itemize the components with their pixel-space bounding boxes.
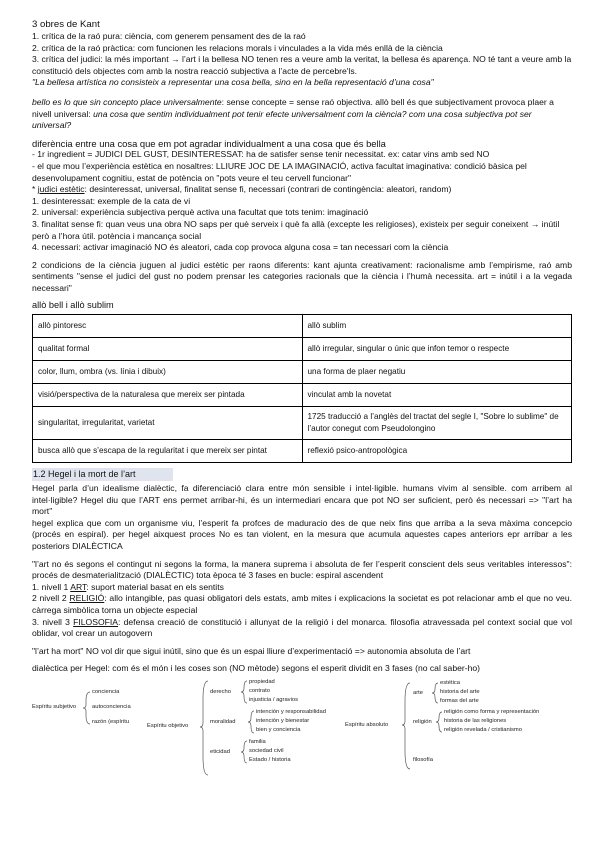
kant-quote: "La bellesa artística no consisteix a representar una cosa bella, sino en la bella representació d’una cosa" (32, 77, 434, 88)
diagram-filosofia-label: filosofía (413, 756, 433, 763)
hegel-spirit-diagram (32, 679, 572, 777)
property-1: 1. desinteressat: exemple de la cata de vi (32, 195, 191, 206)
table-cell: una forma de plaer negatiu (302, 361, 572, 384)
table-cell: allò pintoresc (33, 315, 303, 338)
table-cell: color, llum, ombra (vs. línia i dibuix) (33, 361, 303, 384)
diagram-item: religión como forma y representación (444, 708, 540, 715)
brace-religion (436, 712, 442, 732)
judgement-term: judici estètic (37, 184, 85, 195)
diagram-item: historia de las religiones (444, 717, 507, 724)
diagram-absolute-label: Espíritu absoluto (345, 721, 389, 728)
table-cell: allò irregular, singular o únic que infon temor o respecte (302, 338, 572, 361)
brace-objective (200, 681, 208, 775)
level-term: RELIGIÓ (69, 593, 105, 604)
level-prefix: 1. nivell 1 (32, 581, 71, 592)
diagram-item: injusticia / agravios (249, 696, 298, 703)
table-cell: qualitat formal (33, 338, 303, 361)
table-cell: visió/perspectiva de la naturalesa que mereix ser pintada (33, 384, 303, 407)
hegel-level-1 (32, 582, 572, 594)
table-row (33, 338, 572, 361)
level-rest: : allo intangible, pas quasi obligatori dels estats, amb mites i explicacions la societat es pot relacionar amb el que no veu. càrrega simbòlica torna un objecte especial (32, 593, 572, 615)
kant-work-2: 2. crítica de la raó pràctica: com funcionen les relacions morals i vinculades a la vida més enllà de la ciència (32, 42, 443, 53)
table-cell: busca allò que s’escapa de la regularitat i que mereix ser pintat (33, 440, 303, 463)
table-cell: reflexió psico-antropològica (302, 440, 572, 463)
diagram-item: intención y bienestar (256, 717, 310, 724)
document-page (32, 19, 572, 777)
diagram-item: intención y responsabilidad (256, 708, 326, 715)
diagram-item: bien y conciencia (256, 726, 301, 733)
hegel-level-2 (32, 593, 572, 616)
brace-derecho (241, 681, 247, 703)
table-cell: vinculat amb la novetat (302, 384, 572, 407)
ingredient-1: - 1r ingredient = JUDICI DEL GUST, DESINTERESSAT: ha de satisfer sense tenir necessitat. ex: catar vins amb sed NO (32, 149, 490, 160)
conditions-paragraph: 2 condicions de la ciència juguen al judici estètic per raons diferents: kant ajunta creativament: racionalisme amb l’empirisme, raó amb sentiments "sense el judici del gust no podem prensar les categories racionals que la ciència i l’humà necessita. art = inútil i a la vegada necessari" (32, 259, 572, 293)
kant-work-1: 1. crítica de la raó pura: ciència, com generem pensament des de la raó (32, 31, 306, 41)
table-title: allò bell i allò sublim (32, 300, 114, 311)
hegel-section-heading: 1.2 Hegel i la mort de l’art (32, 468, 173, 481)
hegel-paragraph-1: Hegel parla d’un idealisme dialèctic, fa diferenciació clara entre món sensible i intel·ligible. humans vivim al sensible. com arribem al intel·ligible? Hegel diu que l’ART ens permet arribar-hi, és un intermediari encara que pot NO ser suficient, però és necessari => "l’art ha mort" (32, 483, 572, 517)
property-4: 4. necessari: activar imaginació NO és aleatori, cada cop provoca alguna cosa = tan necessari com la ciència (32, 242, 449, 253)
property-3: 3. finalitat sense fi: quan veus una obra NO saps per què serveix i què fa allà (excepte les religioses), existeix per seguir coneixent → inútil però a l’hora útil. potència i mancança social (32, 218, 560, 241)
diagram-item: conciencia (92, 688, 120, 695)
difference-heading: diferència entre una cosa que em pot agradar individualment a una cosa que és bella (32, 137, 386, 149)
table-row (33, 361, 572, 384)
diagram-item: sociedad civil (249, 747, 284, 754)
hegel-level-3 (32, 617, 572, 640)
brace-arte (432, 683, 438, 703)
hegel-paragraph-2: hegel explica que com un organisme viu, l’esperit fa profces de maduracio des de que neix fins que arriba a la seva màxima concepcio (procés en espiral). per hegel aixquest proces No es tan violent, en la mesura que acumula aquestes capes anteriors epr arribar a les posteriors DIALÈCTICA (32, 517, 572, 552)
diagram-derecho-label: derecho (210, 688, 231, 695)
diagram-item: contrato (249, 687, 270, 694)
diagram-item: autoconciencia (92, 703, 131, 710)
diagram-arte-label: arte (413, 689, 423, 696)
judgement-prefix: * (32, 184, 38, 195)
diagram-item: razón (espíritu (92, 718, 130, 725)
beauty-concept-tail: una cosa que sentim individualment pot tenir efecte universalment com la ciència? com una cosa subjectiva pot ser universal? (32, 108, 532, 131)
beauty-concept-middle: : sense concepte = sense raó objectiva. allò bell és que subjectivament provoca plaer a nivell universal: (32, 96, 554, 119)
level-term: ART (70, 581, 87, 592)
diagram-item: religión revelada / cristianismo (444, 726, 522, 733)
kant-title: 3 obres de Kant (32, 19, 100, 30)
beauty-concept-paragraph (32, 97, 572, 132)
aesthetic-judgement-line (32, 184, 572, 196)
diagram-item: propiedad (249, 678, 275, 685)
judgement-rest: : desinteressat, universal, finalitat sense fi, necessari (contrari de contingència: aleatori, random) (84, 184, 452, 195)
ingredient-2: - el que mou l’experiència estètica en nosaltres: LLIURE JOC DE LA IMAGINACIÓ, activa facultat imaginativa: condició bàsica pel desenvolupament cognitiu, estat de potència on "pots veure el teu cervell funcionar" (32, 160, 527, 183)
table-row (33, 407, 572, 440)
level-rest: : suport material basat en els sentits (86, 581, 224, 592)
diagram-item: estética (440, 679, 460, 686)
diagram-eticidad-label: eticidad (210, 748, 230, 755)
table-row (33, 440, 572, 463)
hegel-paragraph-4: "l’art ha mort" NO vol dir que sigui inútil, sino que és un espai lliure d’experimentació => autonomia absoluta de l’art (32, 645, 471, 656)
brace-subjective (83, 692, 90, 724)
brace-moralidad (248, 711, 254, 733)
level-prefix: 2 nivell 2 (32, 593, 70, 604)
table-row (33, 315, 572, 338)
diagram-religion-label: religión (413, 718, 432, 725)
diagram-objective-label: Espíritu objetivo (147, 722, 189, 729)
diagram-item: historia del arte (440, 688, 480, 695)
level-term: FILOSOFIA (73, 616, 119, 627)
diagram-item: formas del arte (440, 697, 479, 704)
table-row (33, 384, 572, 407)
hegel-paragraph-3: "l’art no és segons el contingut ni segons la forma, la manera suprema i absoluta de fer l’esperit conscient dels seus veritables interessos": procés de desmaterialització (DIALÈCTIC) tota època té 3 fases en bucle: espiral ascendent (32, 558, 572, 581)
table-cell: allò sublim (302, 315, 572, 338)
diagram-item: Estado / historia (249, 756, 291, 763)
beautiful-sublime-table (32, 314, 572, 463)
level-prefix: 3. nivell 3 (32, 616, 74, 627)
property-2: 2. universal: experiència subjectiva perquè activa una facultat que tots tenim: imaginació (32, 207, 369, 218)
diagram-item: familia (249, 738, 266, 745)
diagram-moralidad-label: moralidad (210, 718, 236, 725)
beauty-concept-lead: bello es lo que sin concepto place universalmente (32, 96, 222, 107)
hegel-paragraph-5: dialèctica per Hegel: com és el món i les coses son (NO mètode) segons el esperit dividit en 3 fases (no cal saber-ho) (32, 663, 481, 674)
kant-work-3: 3. crítica del judici: la més important → l’art i la bellesa NO tenen res a veure amb la veritat, la bellesa és aparença. NO té tant a veure amb la constitució dels objectes com amb la nostra reacció subjectiva a l’acte de percebre'ls. (32, 54, 572, 76)
level-rest: : defensa creació de constitució i allunyat de la religió i del monarca. filosofia atravessada pel context social que vol oblidar, vol crear un autogovern (32, 616, 572, 639)
table-cell: singularitat, irregularitat, varietat (33, 407, 303, 440)
table-cell: 1725 traducció a l’anglès del tractat del segle I, "Sobre lo sublime" de l’autor conegut com Pseudolongino (302, 407, 572, 440)
brace-absolute (402, 683, 410, 769)
brace-eticidad (241, 741, 247, 763)
diagram-subjective-label: Espíritu subjetivo (32, 703, 77, 710)
